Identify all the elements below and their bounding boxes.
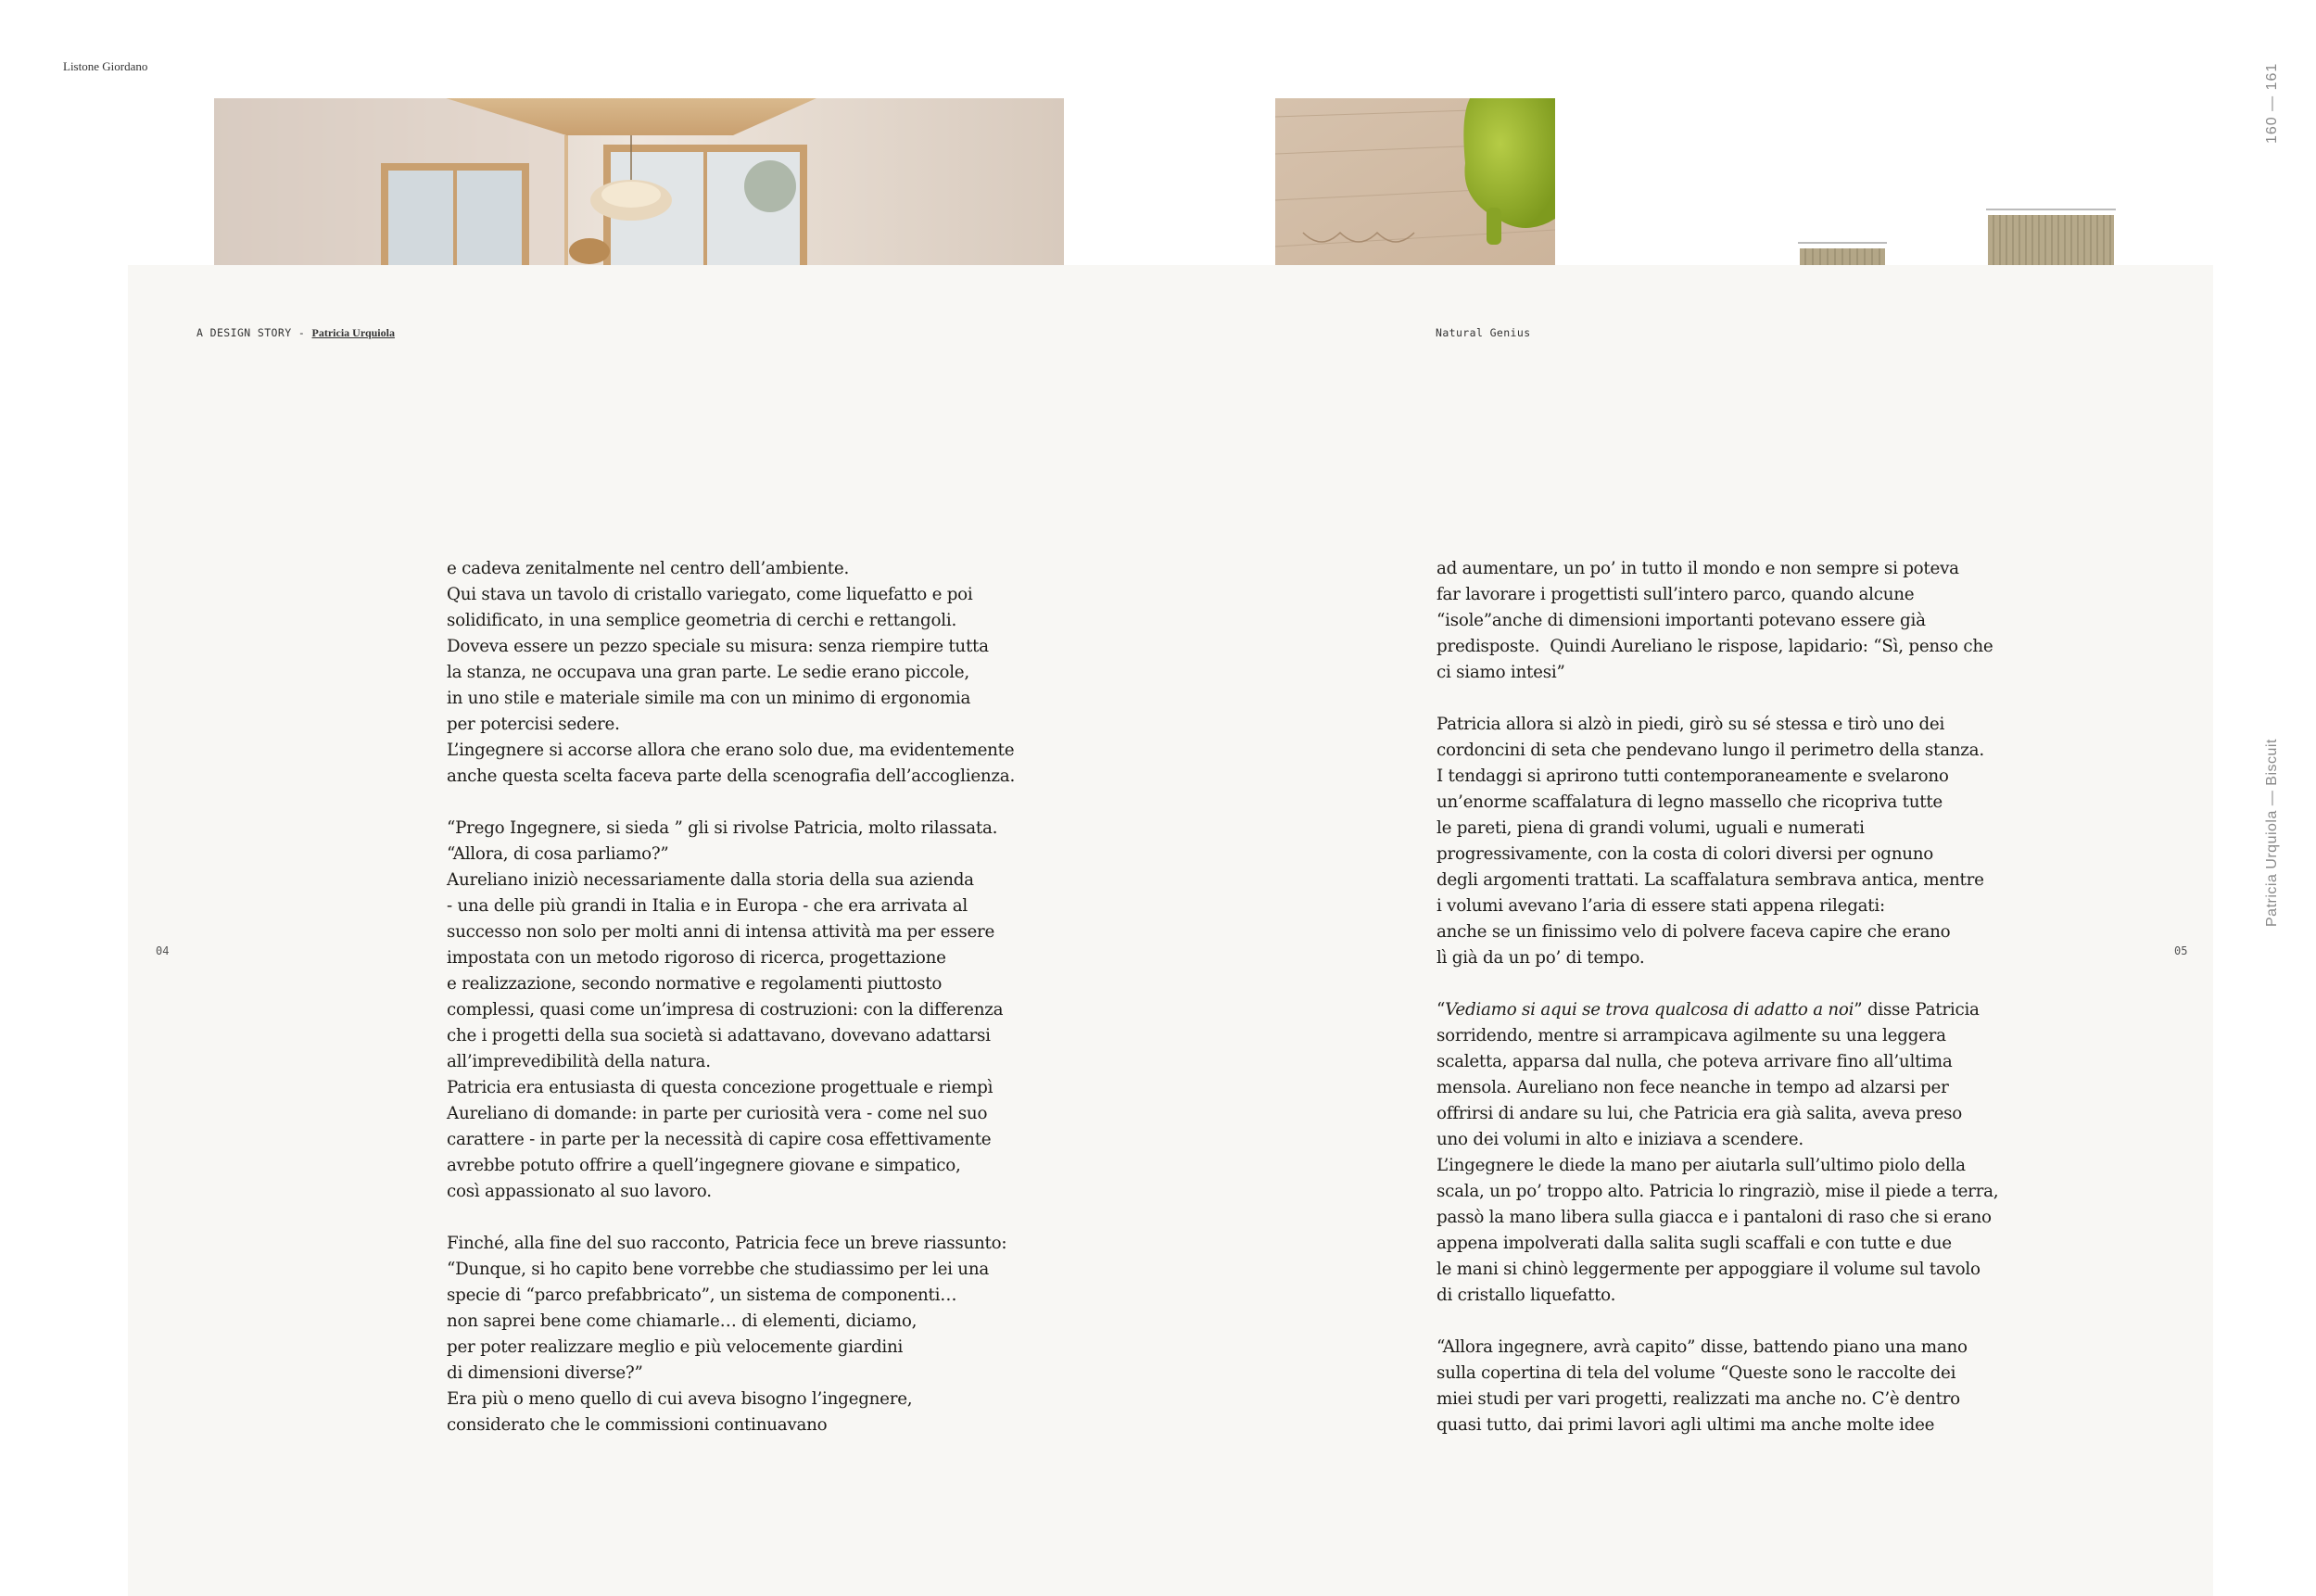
text-line: L’ingegnere le diede la mano per aiutarla sull’ultimo piolo della	[1436, 1156, 1966, 1175]
text-line: Aureliano iniziò necessariamente dalla storia della sua azienda	[447, 870, 974, 890]
text-line: Aureliano di domande: in parte per curiosità vera - come nel suo	[447, 1104, 988, 1123]
right-text-column	[1436, 556, 2076, 1438]
page-number-right: 05	[2174, 944, 2188, 957]
section-header-right: Natural Genius	[1436, 326, 1531, 339]
shelf-drawing-large	[1986, 208, 2116, 265]
text-line: Doveva essere un pezzo speciale su misura: senza riempire tutta	[447, 637, 989, 656]
text-line: considerato che le commissioni continuavano	[447, 1415, 828, 1435]
text-line: un’enorme scaffalatura di legno massello che ricopriva tutte	[1436, 792, 1943, 812]
text-line: scaletta, apparsa dal nulla, che poteva arrivare fino all’ultima	[1436, 1052, 1953, 1071]
text-line: “Allora ingegnere, avrà capito” disse, battendo piano una mano	[1436, 1337, 1968, 1357]
paragraph-gap	[1436, 1309, 2076, 1335]
text-line: Qui stava un tavolo di cristallo variegato, come liquefatto e poi	[447, 585, 973, 604]
text-line: scala, un po’ troppo alto. Patricia lo ringraziò, mise il piede a terra,	[1436, 1182, 1999, 1201]
interior-photo	[214, 98, 1064, 265]
text-line: e cadeva zenitalmente nel centro dell’ambiente.	[447, 559, 850, 578]
text-line: Era più o meno quello di cui aveva bisogno l’ingegnere,	[447, 1389, 913, 1409]
text-line: uno dei volumi in alto e iniziava a scendere.	[1436, 1130, 1803, 1149]
text-line: lì già da un po’ di tempo.	[1436, 948, 1645, 968]
text-line: all’imprevedibilità della natura.	[447, 1052, 711, 1071]
shelf-drawing-small	[1798, 241, 1887, 265]
text-line: carattere - in parte per la necessità di capire cosa effettivamente	[447, 1130, 992, 1149]
text-line: sulla copertina di tela del volume “Queste sono le raccolte dei	[1436, 1363, 1956, 1383]
text-line: specie di “parco prefabbricato”, un sistema de componenti…	[447, 1286, 957, 1305]
text-line: i volumi avevano l’aria di essere stati appena rilegati:	[1436, 896, 1885, 916]
text-line: per poter realizzare meglio e più velocemente giardini	[447, 1337, 904, 1357]
wood-floor-photo	[1275, 98, 1555, 265]
page-number-left: 04	[156, 944, 170, 957]
section-label: A DESIGN STORY -	[196, 326, 312, 339]
page-range: 160 — 161	[2264, 62, 2280, 144]
paragraph-gap	[447, 790, 1086, 816]
text-line: I tendaggi si aprirono tutti contemporaneamente e svelarono	[1436, 766, 1949, 786]
author-link[interactable]: Patricia Urquiola	[311, 326, 395, 339]
text-line: sorridendo, mentre si arrampicava agilmente su una leggera	[1436, 1026, 1946, 1045]
text-line: degli argomenti trattati. La scaffalatura sembrava antica, mentre	[1436, 870, 1984, 890]
paragraph-gap	[447, 1205, 1086, 1231]
text-line: far lavorare i progettisti sull’intero parco, quando alcune	[1436, 585, 1915, 604]
text-line: “isole”anche di dimensioni importanti potevano essere già	[1436, 611, 1926, 630]
text-line: “Allora, di cosa parliamo?”	[447, 844, 669, 864]
text-line: mensola. Aureliano non fece neanche in tempo ad alzarsi per	[1436, 1078, 1949, 1097]
text-line: cordoncini di seta che pendevano lungo il perimetro della stanza.	[1436, 741, 1984, 760]
text-line: così appassionato al suo lavoro.	[447, 1182, 712, 1201]
text-line: impostata con un metodo rigoroso di ricerca, progettazione	[447, 948, 946, 968]
paragraph-gap	[1436, 971, 2076, 997]
text-line: ad aumentare, un po’ in tutto il mondo e non sempre si poteva	[1436, 559, 1959, 578]
text-line-italic-quote: “Vediamo si aqui se trova qualcosa di adatto a noi” disse Patricia	[1436, 1000, 1980, 1020]
text-line: predisposte. Quindi Aureliano le rispose, lapidario: “Sì, penso che	[1436, 637, 1993, 656]
text-line: non saprei bene come chiamarle… di elementi, diciamo,	[447, 1311, 918, 1331]
text-line: complessi, quasi come un’impresa di costruzioni: con la differenza	[447, 1000, 1004, 1020]
chapter-title-vertical: Patricia Urquiola — Biscuit	[2264, 739, 2280, 927]
paragraph-gap	[1436, 686, 2076, 712]
text-line: che i progetti della sua società si adattavano, dovevano adattarsi	[447, 1026, 991, 1045]
text-line: per potercisi sedere.	[447, 715, 620, 734]
text-line: Finché, alla fine del suo racconto, Patricia fece un breve riassunto:	[447, 1234, 1007, 1253]
text-line: quasi tutto, dai primi lavori agli ultimi ma anche molte idee	[1436, 1415, 1935, 1435]
text-line: Patricia era entusiasta di questa concezione progettuale e riempì	[447, 1078, 993, 1097]
text-line: offrirsi di andare su lui, che Patricia era già salita, aveva preso	[1436, 1104, 1963, 1123]
text-line: miei studi per vari progetti, realizzati ma anche no. C’è dentro	[1436, 1389, 1960, 1409]
text-line: di cristallo liquefatto.	[1436, 1286, 1616, 1305]
text-line: anche se un finissimo velo di polvere faceva capire che erano	[1436, 922, 1951, 942]
text-line: in uno stile e materiale simile ma con un minimo di ergonomia	[447, 689, 971, 708]
left-text-column	[447, 556, 1086, 1438]
text-line: anche questa scelta faceva parte della scenografia dell’accoglienza.	[447, 766, 1016, 786]
text-line: le mani si chinò leggermente per appoggiare il volume sul tavolo	[1436, 1260, 1981, 1279]
text-line: avrebbe potuto offrire a quell’ingegnere giovane e simpatico,	[447, 1156, 961, 1175]
text-line: “Prego Ingegnere, si sieda ” gli si rivolse Patricia, molto rilassata.	[447, 818, 998, 838]
text-line: progressivamente, con la costa di colori diversi per ognuno	[1436, 844, 1934, 864]
text-line: ci siamo intesi”	[1436, 663, 1565, 682]
text-line: solidificato, in una semplice geometria di cerchi e rettangoli.	[447, 611, 957, 630]
text-line: “Dunque, si ho capito bene vorrebbe che studiassimo per lei una	[447, 1260, 989, 1279]
text-line: - una delle più grandi in Italia e in Europa - che era arrivata al	[447, 896, 968, 916]
text-line: Patricia allora si alzò in piedi, girò su sé stessa e tirò uno dei	[1436, 715, 1945, 734]
text-line: di dimensioni diverse?”	[447, 1363, 643, 1383]
italic-quote: Vediamo si aqui se trova qualcosa di adatto a noi	[1445, 1000, 1854, 1020]
text-line: L’ingegnere si accorse allora che erano solo due, ma evidentemente	[447, 741, 1015, 760]
text-line: la stanza, ne occupava una gran parte. Le sedie erano piccole,	[447, 663, 969, 682]
text-line: appena impolverati dalla salita sugli scaffali e con tutte e due	[1436, 1234, 1952, 1253]
text-line: e realizzazione, secondo normative e regolamenti piuttosto	[447, 974, 943, 994]
text-line: passò la mano libera sulla giacca e i pantaloni di raso che si erano	[1436, 1208, 1992, 1227]
section-header-left	[196, 326, 395, 340]
brand-name: Listone Giordano	[63, 59, 148, 73]
text-line: le pareti, piena di grandi volumi, uguali e numerati	[1436, 818, 1865, 838]
text-line: successo non solo per molti anni di intensa attività ma per essere	[447, 922, 995, 942]
